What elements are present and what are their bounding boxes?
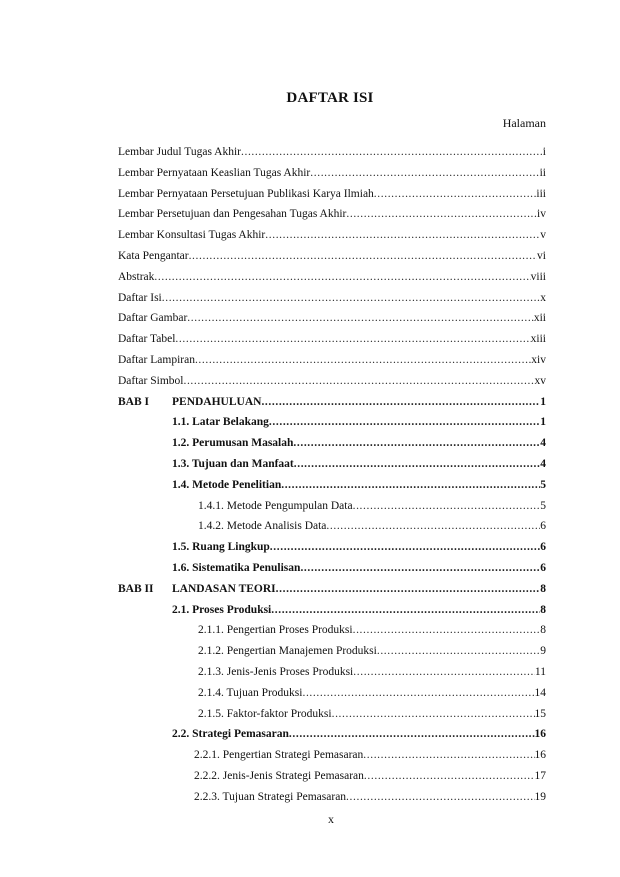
toc-entry-text: PENDAHULUAN — [172, 395, 262, 408]
toc-row — [118, 371, 546, 392]
toc-page-number: xiii — [530, 333, 546, 346]
toc-entry-text: 2.2.1. Pengertian Strategi Pemasaran — [194, 749, 364, 762]
toc-entry — [198, 662, 546, 683]
toc-entry-text: Lembar Pernyataan Keaslian Tugas Akhir — [118, 166, 311, 179]
dot-leader — [353, 620, 541, 641]
toc-page-number: iii — [536, 187, 546, 200]
toc-entry-text: Daftar Isi — [118, 291, 162, 304]
dot-leader — [276, 579, 541, 600]
toc-page-number: 4 — [540, 457, 546, 470]
toc-entry-text: 1.1. Latar Belakang — [172, 416, 269, 429]
toc-entry-text: Abstrak — [118, 270, 155, 283]
toc-entry-text: 1.4.2. Metode Analisis Data — [198, 520, 327, 533]
toc-row — [118, 308, 546, 329]
toc-entry — [198, 516, 546, 537]
toc-entry — [118, 184, 546, 205]
toc-entry-text: 2.1.4. Tujuan Produksi — [198, 686, 303, 699]
toc-entry — [118, 142, 546, 163]
section-row — [118, 475, 546, 496]
toc-row — [118, 350, 546, 371]
toc-row — [118, 267, 546, 288]
dot-leader — [364, 766, 535, 787]
toc-entry-text: 1.6. Sistematika Penulisan — [172, 561, 301, 574]
section-row — [118, 724, 546, 745]
section-row — [118, 412, 546, 433]
subsection-row — [118, 704, 546, 725]
toc-entry — [118, 329, 546, 350]
toc-entry — [194, 745, 546, 766]
toc-entry-text: 2.2.2. Jenis-Jenis Strategi Pemasaran — [194, 769, 364, 782]
dot-leader — [374, 184, 537, 205]
toc-entry — [198, 704, 546, 725]
toc-page-number: 16 — [534, 749, 546, 762]
toc-page-number: 6 — [540, 561, 546, 574]
dot-leader — [326, 516, 540, 537]
toc-entry-text: LANDASAN TEORI — [172, 582, 276, 595]
subsection-row — [118, 683, 546, 704]
toc-entry-text: Lembar Pernyataan Persetujuan Publikasi Karya Ilmiah — [118, 187, 374, 200]
subsection-row — [118, 496, 546, 517]
toc-entry-text: 1.4.1. Metode Pengumpulan Data — [198, 499, 353, 512]
toc-page-number: 1 — [540, 395, 546, 408]
toc-entry — [172, 412, 546, 433]
toc-entry — [194, 766, 546, 787]
toc-row — [118, 329, 546, 350]
toc-entry-text: 2.1. Proses Produksi — [172, 603, 272, 616]
dot-leader — [353, 662, 535, 683]
toc-page-number: 8 — [540, 624, 546, 637]
toc-entry — [118, 225, 546, 246]
dot-leader — [363, 745, 534, 766]
toc-page-number: 8 — [540, 582, 546, 595]
toc-entry — [172, 433, 546, 454]
toc-page-number: ii — [539, 166, 546, 179]
section-row — [118, 454, 546, 475]
toc-entry-text: Daftar Lampiran — [118, 353, 195, 366]
toc-entry-text: Kata Pengantar — [118, 249, 189, 262]
toc-entry — [118, 204, 546, 225]
toc-page-number: xiv — [531, 353, 546, 366]
toc-entry — [194, 787, 546, 808]
dot-leader — [261, 392, 540, 413]
toc-page-number: xii — [533, 312, 546, 325]
toc-entry-text: 2.1.1. Pengertian Proses Produksi — [198, 624, 353, 637]
toc-page-number: 17 — [534, 769, 546, 782]
section-row — [118, 558, 546, 579]
chapter-row — [118, 579, 546, 600]
toc-page-number: 19 — [534, 790, 546, 803]
subsection-row — [118, 766, 546, 787]
toc-page-number: 11 — [534, 665, 546, 678]
section-row — [118, 600, 546, 621]
toc-row — [118, 204, 546, 225]
dot-leader — [289, 724, 535, 745]
toc-page-number: 15 — [534, 707, 546, 720]
toc-row — [118, 288, 546, 309]
dot-leader — [332, 704, 535, 725]
toc-page-number: 4 — [540, 437, 546, 450]
toc-page-number: 14 — [534, 686, 546, 699]
subsection-row — [118, 620, 546, 641]
dot-leader — [154, 267, 530, 288]
toc-entry — [118, 246, 546, 267]
toc-entry — [118, 163, 546, 184]
toc-entry — [198, 496, 546, 517]
dot-leader — [346, 787, 534, 808]
toc-page-number: 1 — [540, 416, 546, 429]
toc-entry-text: 1.5. Ruang Lingkup — [172, 541, 270, 554]
dot-leader — [269, 412, 540, 433]
toc-entry-text: Daftar Simbol — [118, 374, 184, 387]
toc-page-number: 6 — [540, 541, 546, 554]
page-number: x — [328, 812, 334, 826]
dot-leader — [189, 246, 537, 267]
toc-entry — [118, 371, 546, 392]
toc-entry-text: 1.4. Metode Penelitian — [172, 478, 282, 491]
toc-page-number: xv — [534, 374, 546, 387]
toc-entry — [172, 600, 546, 621]
dot-leader — [271, 600, 540, 621]
toc-entry-text: Lembar Persetujuan dan Pengesahan Tugas Akhir — [118, 208, 347, 221]
toc-entry — [172, 475, 546, 496]
table-of-contents — [118, 142, 546, 808]
toc-entry — [172, 558, 546, 579]
toc-entry — [118, 350, 546, 371]
toc-row — [118, 142, 546, 163]
dot-leader — [294, 454, 541, 475]
toc-entry-text: 1.3. Tujuan dan Manfaat — [172, 457, 294, 470]
toc-row — [118, 184, 546, 205]
dot-leader — [183, 371, 534, 392]
chapter-label: BAB I — [118, 395, 149, 408]
toc-entry — [118, 267, 546, 288]
dot-leader — [293, 433, 540, 454]
toc-entry-text: 2.1.5. Faktor-faktor Produksi — [198, 707, 332, 720]
toc-entry-text: 2.1.3. Jenis-Jenis Proses Produksi — [198, 665, 354, 678]
dot-leader — [377, 641, 540, 662]
toc-entry-text: 1.2. Perumusan Masalah — [172, 437, 294, 450]
dot-leader — [302, 683, 534, 704]
toc-page-number: i — [542, 146, 546, 158]
dot-leader — [187, 308, 534, 329]
dot-leader — [270, 537, 540, 558]
dot-leader — [300, 558, 540, 579]
toc-entry — [118, 288, 546, 309]
dot-leader — [241, 142, 543, 163]
chapter-row — [118, 392, 546, 413]
dot-leader — [310, 163, 539, 184]
section-row — [118, 433, 546, 454]
page-title: DAFTAR ISI — [286, 90, 374, 106]
subsection-row — [118, 516, 546, 537]
subsection-row — [118, 787, 546, 808]
toc-row — [118, 225, 546, 246]
toc-entry-text: 2.2. Strategi Pemasaran — [172, 728, 289, 741]
toc-entry — [198, 683, 546, 704]
toc-page-number: 5 — [540, 478, 546, 491]
toc-entry — [118, 308, 546, 329]
toc-page-number: 16 — [534, 728, 546, 741]
toc-page-number: 5 — [540, 499, 546, 512]
toc-page-number: 6 — [540, 520, 546, 533]
toc-entry-text: Lembar Konsultasi Tugas Akhir — [118, 229, 266, 242]
toc-entry — [172, 454, 546, 475]
toc-entry-text: 2.1.2. Pengertian Manajemen Produksi — [198, 645, 377, 658]
toc-page-number: iv — [537, 208, 546, 221]
dot-leader — [162, 288, 541, 309]
toc-entry — [198, 620, 546, 641]
toc-page-number: vi — [537, 249, 546, 262]
toc-entry-text: Daftar Gambar — [118, 312, 188, 325]
dot-leader — [175, 329, 530, 350]
page-column-label: Halaman — [502, 116, 546, 130]
toc-page-number: viii — [530, 270, 546, 283]
dot-leader — [195, 350, 531, 371]
toc-page-number: 8 — [540, 603, 546, 616]
toc-entry — [198, 641, 546, 662]
toc-page-number: x — [540, 291, 546, 304]
toc-entry-text: 2.2.3. Tujuan Strategi Pemasaran — [194, 790, 347, 803]
dot-leader — [265, 225, 540, 246]
subsection-row — [118, 662, 546, 683]
toc-row — [118, 163, 546, 184]
toc-entry — [172, 724, 546, 745]
toc-entry — [172, 537, 546, 558]
toc-page-number: 9 — [540, 645, 546, 658]
section-row — [118, 537, 546, 558]
chapter-label: BAB II — [118, 582, 154, 595]
subsection-row — [118, 745, 546, 766]
toc-page-number: v — [540, 229, 546, 242]
toc-entry — [172, 579, 546, 600]
toc-entry-text: Daftar Tabel — [118, 333, 176, 346]
toc-entry — [172, 392, 546, 413]
toc-entry-text: Lembar Judul Tugas Akhir — [118, 146, 241, 158]
toc-row — [118, 246, 546, 267]
dot-leader — [346, 204, 537, 225]
dot-leader — [281, 475, 540, 496]
subsection-row — [118, 641, 546, 662]
dot-leader — [353, 496, 541, 517]
